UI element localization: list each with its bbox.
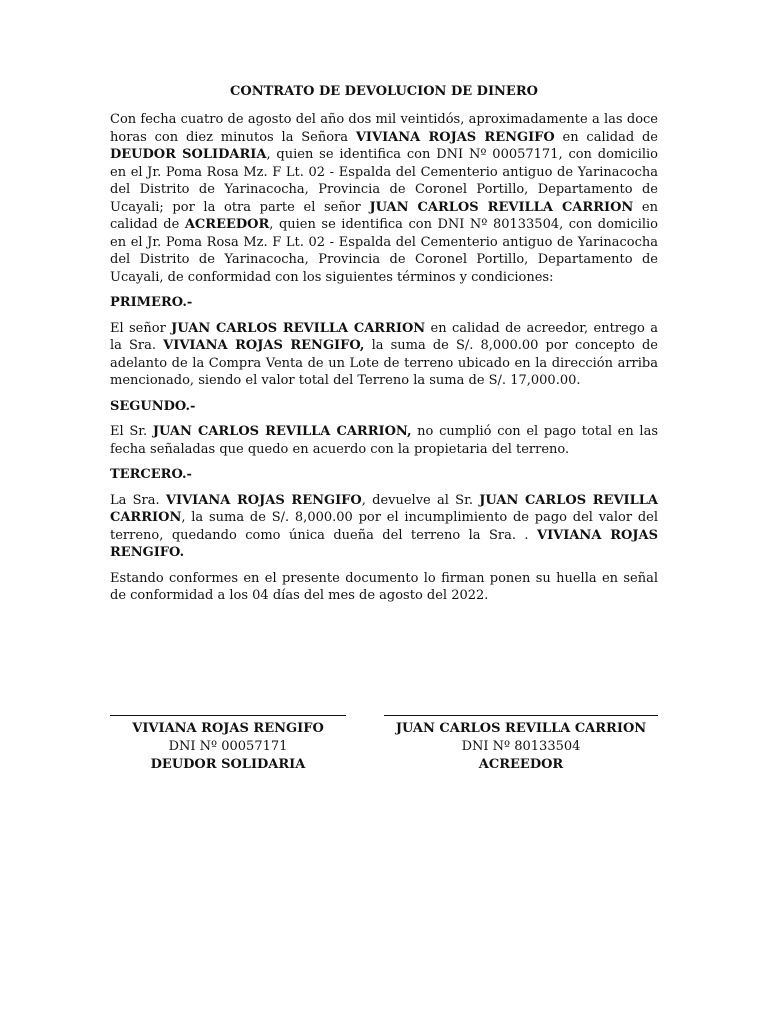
intro-debtor-name: VIVIANA ROJAS RENGIFO	[355, 129, 555, 145]
segundo-bold-1: JUAN CARLOS REVILLA CARRION,	[152, 424, 412, 439]
intro-text-1: Con fecha cuatro de agosto del año dos mil veintidós, aproximadamente a las doce horas con diez minutos la Señora	[110, 112, 658, 145]
tercero-heading: TERCERO.-	[110, 467, 192, 482]
segundo-text-2: no cumplió con el pago total en las fecha señaladas que quedo en acuerdo con la propietaria del terreno.	[110, 424, 658, 457]
intro-text-3: , quien se identifica con DNI Nº 00057171, con domicilio en el Jr. Poma Rosa Mz. F Lt. 02 - Espalda del Cementerio antiguo de Yarinacocha del Distrito de Yarinacocha, Provincia de Coronel Portillo, Departamento de Ucayali; por la otra parte el señor	[110, 147, 658, 215]
signature-block	[110, 715, 658, 785]
tercero-bold-3: VIVIANA ROJAS RENGIFO.	[110, 527, 659, 560]
tercero-bold-1: VIVIANA ROJAS RENGIFO	[165, 492, 362, 508]
signature-debtor-name: VIVIANA ROJAS RENGIFO	[132, 721, 324, 736]
primero-paragraph	[110, 320, 658, 390]
signature-creditor-name: JUAN CARLOS REVILLA CARRION	[395, 721, 647, 736]
primero-bold-2: VIVIANA ROJAS RENGIFO,	[163, 338, 365, 353]
tercero-bold-2: JUAN CARLOS REVILLA CARRION	[110, 492, 658, 525]
intro-debtor-role: DEUDOR SOLIDARIA	[110, 147, 267, 162]
intro-text-2: en calidad de	[554, 129, 658, 145]
primero-text-2: en calidad de acreedor, entrego a la Sra.	[110, 320, 658, 353]
tercero-text-2: , devuelve al Sr.	[361, 492, 480, 508]
primero-text-1: El señor	[110, 320, 172, 336]
segundo-text-1: El Sr.	[110, 424, 153, 439]
signature-creditor	[384, 715, 658, 774]
intro-creditor-role: ACREEDOR	[184, 217, 270, 232]
signature-creditor-dni: DNI Nº 80133504	[461, 739, 581, 754]
signature-debtor	[110, 715, 346, 774]
signature-debtor-dni: DNI Nº 00057171	[168, 739, 288, 754]
intro-text-4: en calidad de	[110, 199, 658, 232]
segundo-paragraph	[110, 423, 658, 458]
intro-creditor-name: JUAN CARLOS REVILLA CARRION	[369, 199, 634, 215]
tercero-text-1: La Sra.	[110, 492, 166, 508]
intro-paragraph	[110, 111, 658, 286]
closing-paragraph: Estando conformes en el presente documento lo firman ponen su huella en señal de conformidad a los 04 días del mes de agosto del 2022.	[110, 570, 658, 603]
segundo-heading: SEGUNDO.-	[110, 398, 196, 414]
document-title: CONTRATO DE DEVOLUCION DE DINERO	[230, 84, 538, 99]
signature-debtor-role: DEUDOR SOLIDARIA	[150, 757, 306, 772]
primero-bold-1: JUAN CARLOS REVILLA CARRION	[171, 320, 426, 336]
primero-heading: PRIMERO.-	[110, 295, 193, 310]
primero-text-3: la suma de S/. 8,000.00 por concepto de adelanto de la Compra Venta de un Lote de terreno ubicado en la dirección arriba mencionado, siendo el valor total del Terreno la suma de S/. 17,000.00.	[110, 338, 658, 388]
signature-creditor-role: ACREEDOR	[478, 757, 564, 772]
tercero-text-3: , la suma de S/. 8,000.00 por el incumplimiento de pago del valor del terreno, quedando como única dueña del terreno la Sra. .	[110, 510, 658, 543]
intro-text-5: , quien se identifica con DNI Nº 80133504, con domicilio en el Jr. Poma Rosa Mz. F Lt. 02 - Espalda del Cementerio antiguo de Yarinacocha del Distrito de Yarinacocha, Provincia de Coronel Portillo, Departamento de Ucayali, de conformidad con los siguientes términos y condiciones:	[110, 217, 658, 285]
tercero-paragraph	[110, 492, 658, 562]
